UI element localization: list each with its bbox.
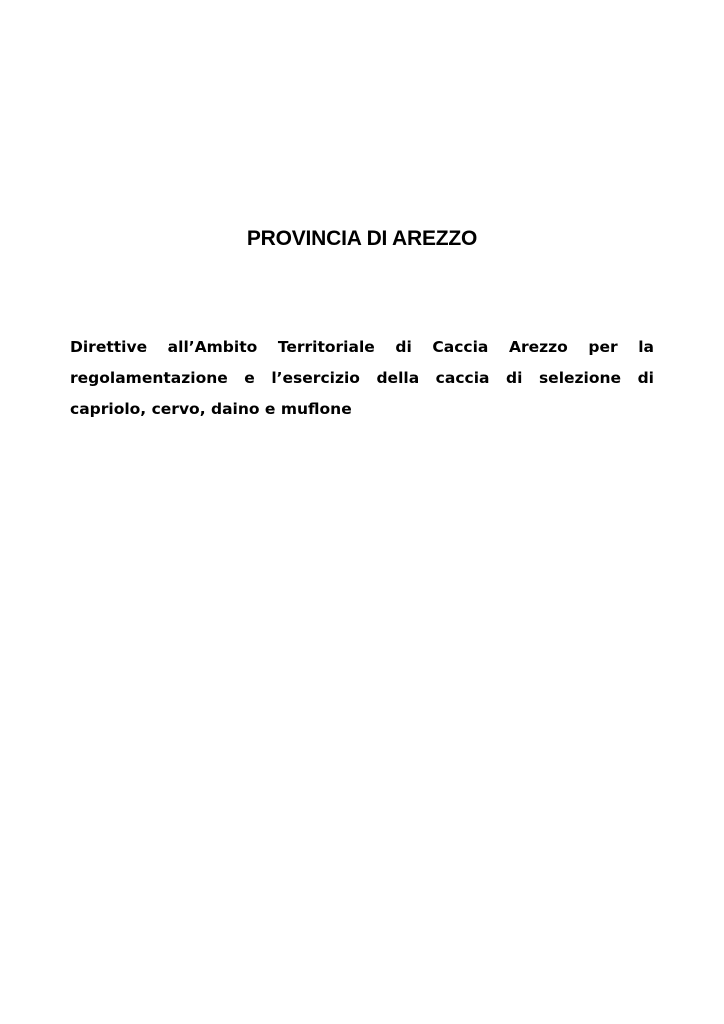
document-subtitle: Direttive all’Ambito Territoriale di Caccia Arezzo per la regolamentazione e l’esercizio della caccia di selezione di capriolo, cervo, daino e muflone <box>70 338 654 418</box>
document-title: PROVINCIA DI AREZZO <box>246 227 478 250</box>
